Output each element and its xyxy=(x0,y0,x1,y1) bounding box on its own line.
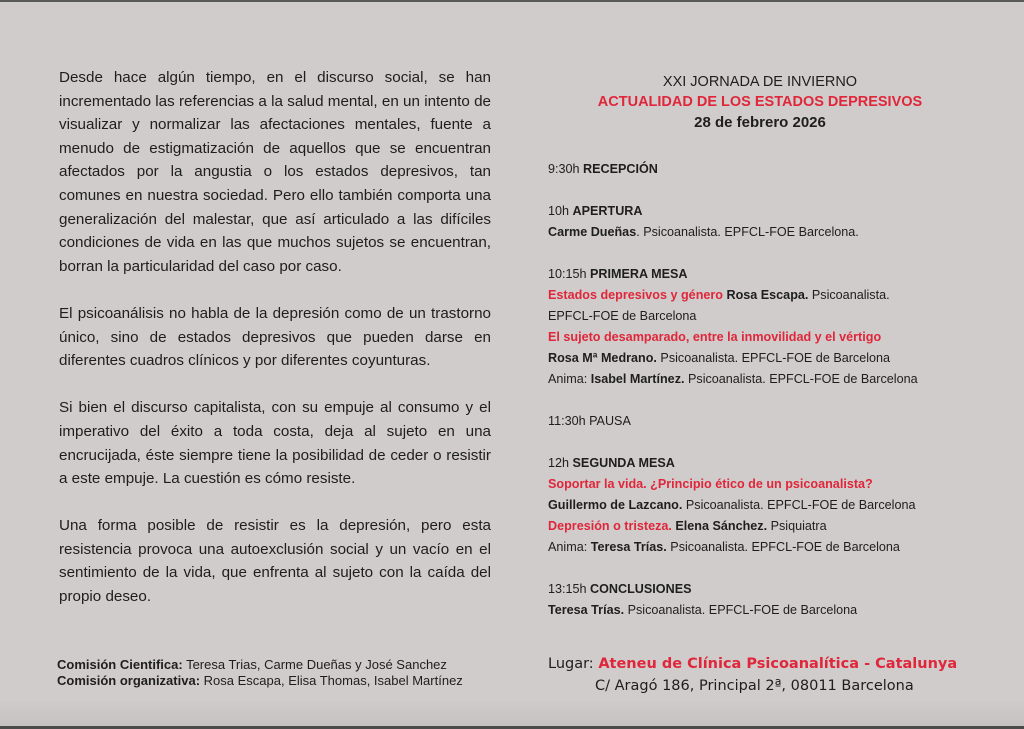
scientific-commission xyxy=(57,657,517,673)
panel1-talk1-speaker: Rosa Escapa. xyxy=(722,288,809,302)
panel1-moderator-role: Psicoanalista. EPFCL-FOE de Barcelona xyxy=(684,372,918,386)
conclusions-speaker: Teresa Trías. xyxy=(548,603,625,617)
venue-label: Lugar: xyxy=(548,656,599,672)
commissions xyxy=(57,657,517,689)
program-break xyxy=(548,411,968,432)
program-reception xyxy=(548,159,968,180)
paragraph-3: Si bien el discurso capitalista, con su empuje al consumo y el imperativo del éxito a toda costa, deja al sujeto en una encrucijada, éste siempre tiene la posibilidad de ceder o resistir a este empuje. La cuestión es cómo resiste. xyxy=(59,399,491,488)
conclusions-title: CONCLUSIONES xyxy=(590,582,692,596)
panel2-time: 12h xyxy=(548,456,573,470)
panel2-moderator-label: Anima: xyxy=(548,540,591,554)
venue xyxy=(548,653,968,697)
organizing-commission-names: Rosa Escapa, Elisa Thomas, Isabel Martínez xyxy=(200,673,463,688)
paragraph-4: Una forma posible de resistir es la depresión, pero esta resistencia provoca una autoexclusión social y un vacío en el sentimiento de la vida, que enfrenta al sujeto con la caída del propio deseo. xyxy=(59,517,491,606)
panel1-moderator-name: Isabel Martínez. xyxy=(590,372,685,386)
venue-name: Ateneu de Clínica Psicoanalítica - Catalunya xyxy=(598,656,958,672)
panel1-moderator-label: Anima: xyxy=(548,372,591,386)
panel2-talk2-speaker: Elena Sánchez. xyxy=(671,519,768,533)
panel2-talk2-title: Depresión o tristeza. xyxy=(548,519,672,533)
program-panel-2 xyxy=(548,453,968,558)
panel2-title: SEGUNDA MESA xyxy=(572,456,675,470)
panel2-moderator-role: Psicoanalista. EPFCL-FOE de Barcelona xyxy=(666,540,900,554)
paragraph-2: El psicoanálisis no habla de la depresión como de un trastorno único, sino de estados depresivos que pueden darse en diferentes cuadros clínicos y por diferentes coyunturas. xyxy=(59,304,491,370)
panel2-talk1-speaker: Guillermo de Lazcano. xyxy=(548,498,683,512)
reception-title: RECEPCIÓN xyxy=(583,162,658,176)
venue-address: C/ Aragó 186, Principal 2ª, 08011 Barcelona xyxy=(595,678,914,694)
break-text: 11:30h PAUSA xyxy=(548,414,631,428)
panel1-talk2-role: Psicoanalista. EPFCL-FOE de Barcelona xyxy=(656,351,891,365)
scientific-commission-label: Comisión Cientifica: xyxy=(57,657,183,672)
scientific-commission-names: Teresa Trias, Carme Dueñas y José Sanchez xyxy=(182,657,447,672)
program-panel-1 xyxy=(548,264,968,390)
panel1-talk2-title: El sujeto desamparado, entre la inmovilidad y el vértigo xyxy=(548,330,882,344)
panel2-talk1-title: Soportar la vida. ¿Principio ético de un psicoanalista? xyxy=(548,477,873,491)
event-title: ACTUALIDAD DE LOS ESTADOS DEPRESIVOS xyxy=(597,94,923,110)
opening-title: APERTURA xyxy=(572,204,643,218)
panel1-talk1-title: Estados depresivos y género xyxy=(548,288,723,302)
conclusions-time: 13:15h xyxy=(548,582,591,596)
reception-time: 9:30h xyxy=(548,162,584,176)
conclusions-role: Psicoanalista. EPFCL-FOE de Barcelona xyxy=(624,603,858,617)
opening-time: 10h xyxy=(548,204,573,218)
top-border xyxy=(0,0,1024,2)
intro-text xyxy=(59,66,491,609)
bottom-shade xyxy=(0,700,1024,726)
panel1-title: PRIMERA MESA xyxy=(590,267,688,281)
opening-speaker: Carme Dueñas xyxy=(548,225,637,239)
paragraph-1: Desde hace algún tiempo, en el discurso social, se han incrementado las referencias a la salud mental, en un intento de visualizar y normalizar las afectaciones mentales, fuente a menudo de estigmatización de aquellos que se encuentran afectados por la angustia o los estados depresivos, tan comunes en nuestra sociedad. Pero ello también comporta una generalización del malestar, que así articulado a las difíciles condiciones de vida en las que muchos sujetos se encuentran, borran la particularidad del caso por caso. xyxy=(59,69,491,275)
panel1-talk2-speaker: Rosa Mª Medrano. xyxy=(548,351,657,365)
event-header xyxy=(548,72,958,134)
organizing-commission-label: Comisión organizativa: xyxy=(57,673,201,688)
panel2-talk2-role: Psiquiatra xyxy=(767,519,827,533)
panel2-moderator-name: Teresa Trías. xyxy=(590,540,667,554)
event-date: 28 de febrero 2026 xyxy=(694,114,826,131)
panel1-talk1-role: Psicoanalista. xyxy=(808,288,890,302)
event-edition: XXI JORNADA DE INVIERNO xyxy=(662,74,858,90)
panel2-talk1-role: Psicoanalista. EPFCL-FOE de Barcelona xyxy=(682,498,916,512)
program-conclusions xyxy=(548,579,968,621)
program-opening xyxy=(548,201,968,243)
panel1-time: 10:15h xyxy=(548,267,591,281)
organizing-commission xyxy=(57,673,517,689)
panel1-talk1-affiliation: EPFCL-FOE de Barcelona xyxy=(548,309,697,323)
opening-role: . Psicoanalista. EPFCL-FOE Barcelona. xyxy=(636,225,859,239)
